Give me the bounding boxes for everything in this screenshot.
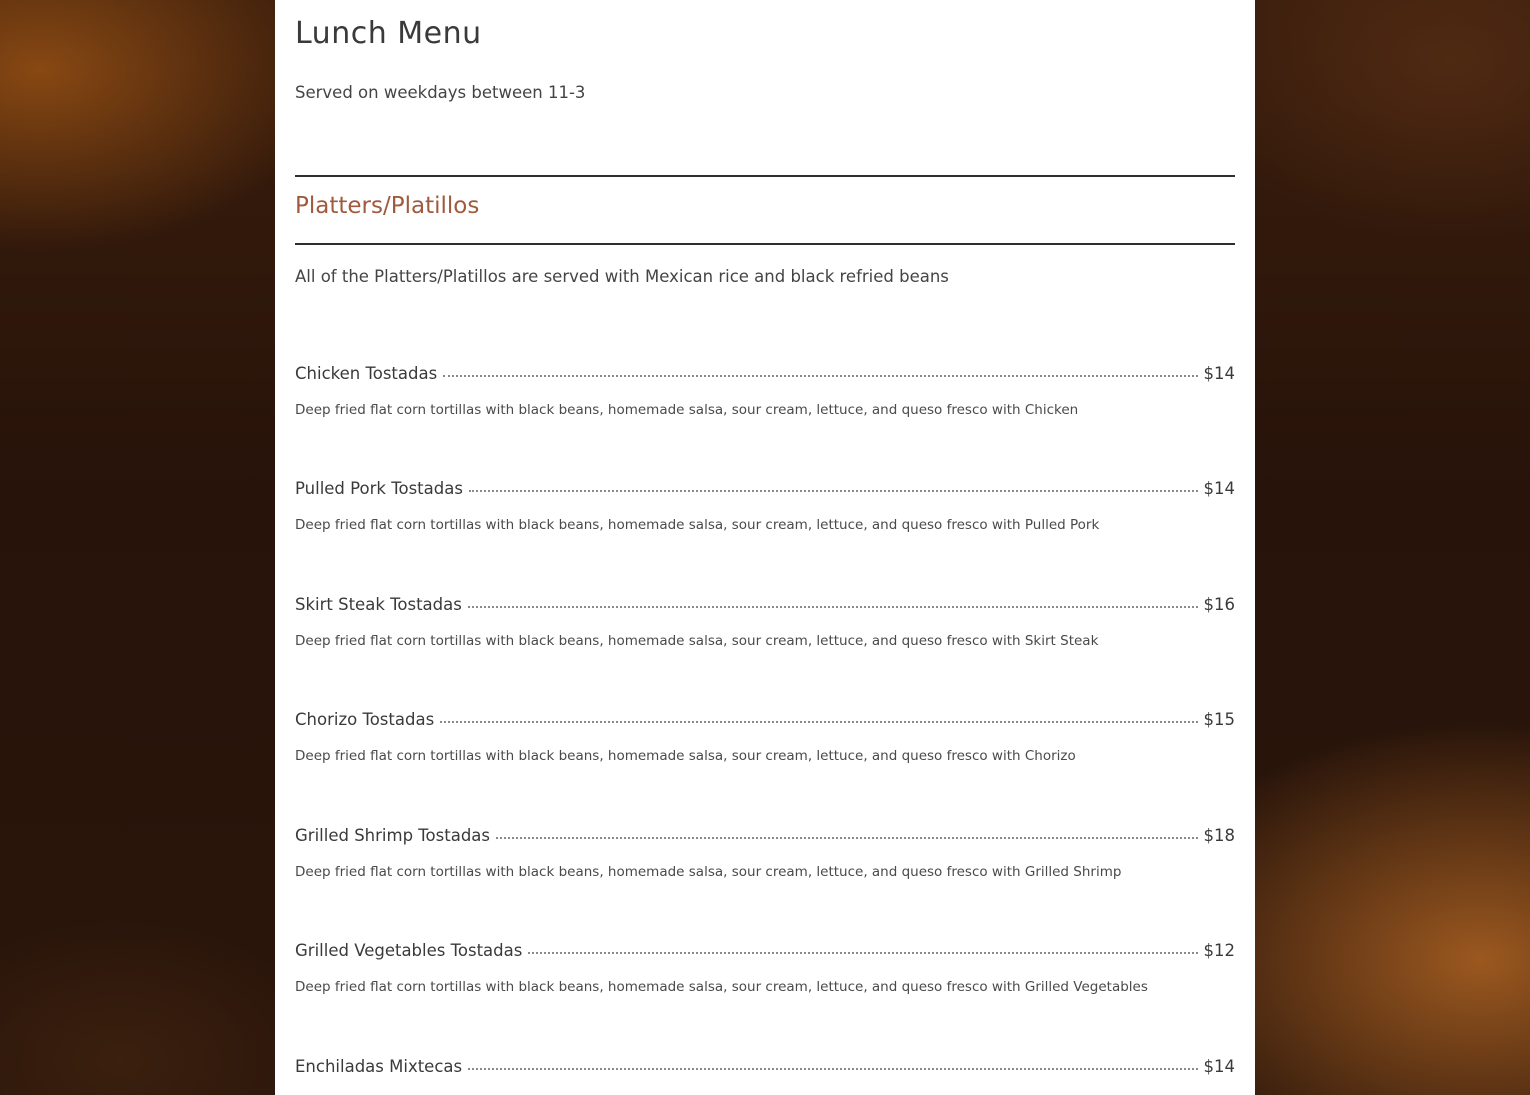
menu-item-description: Deep fried flat corn tortillas with black beans, homemade salsa, sour cream, lettuce, and queso fresco with Chorizo xyxy=(295,748,1076,764)
menu-item-description: Deep fried flat corn tortillas with black beans, homemade salsa, sour cream, lettuce, and queso fresco with Skirt Steak xyxy=(295,633,1099,649)
menu-item-description: Deep fried flat corn tortillas with black beans, homemade salsa, sour cream, lettuce, and queso fresco with Pulled Pork xyxy=(295,517,1100,533)
menu-item xyxy=(295,710,1235,780)
menu-item-price: $18 xyxy=(1203,826,1235,845)
menu-item-price: $16 xyxy=(1203,595,1235,614)
menu-item-description: Deep fried flat corn tortillas with black beans, homemade salsa, sour cream, lettuce, and queso fresco with Grilled Vegetables xyxy=(295,979,1148,995)
menu-panel xyxy=(275,0,1255,1095)
menu-item xyxy=(295,364,1235,434)
menu-item-name: Chorizo Tostadas xyxy=(295,710,435,729)
menu-item-description: Deep fried flat corn tortillas with black beans, homemade salsa, sour cream, lettuce, and queso fresco with Grilled Shrimp xyxy=(295,864,1122,880)
menu-item-description: Deep fried flat corn tortillas with black beans, homemade salsa, sour cream, lettuce, and queso fresco with Chicken xyxy=(295,402,1079,418)
menu-item-name: Skirt Steak Tostadas xyxy=(295,595,462,614)
menu-item xyxy=(295,1057,1235,1095)
menu-item-name: Pulled Pork Tostadas xyxy=(295,479,463,498)
dot-leader xyxy=(443,375,1197,377)
menu-item-name: Chicken Tostadas xyxy=(295,364,438,383)
menu-item-name: Grilled Vegetables Tostadas xyxy=(295,941,523,960)
section-title: Platters/Platillos xyxy=(295,193,480,219)
menu-item-price: $14 xyxy=(1203,364,1235,383)
dot-leader xyxy=(469,490,1198,492)
menu-subtitle: Served on weekdays between 11-3 xyxy=(295,83,586,102)
menu-item-name: Enchiladas Mixtecas xyxy=(295,1057,463,1076)
menu-item xyxy=(295,941,1235,1011)
menu-item xyxy=(295,479,1235,549)
section-divider-bottom xyxy=(295,243,1235,245)
menu-item xyxy=(295,826,1235,896)
menu-item-price: $14 xyxy=(1203,1057,1235,1076)
menu-item-price: $12 xyxy=(1203,941,1235,960)
section-divider-top xyxy=(295,175,1235,177)
dot-leader xyxy=(528,952,1197,954)
menu-item-name: Grilled Shrimp Tostadas xyxy=(295,826,491,845)
menu-item-price: $14 xyxy=(1203,479,1235,498)
dot-leader xyxy=(468,1068,1197,1070)
dot-leader xyxy=(468,606,1198,608)
menu-item-price: $15 xyxy=(1203,710,1235,729)
dot-leader xyxy=(496,837,1197,839)
menu-title: Lunch Menu xyxy=(295,16,482,51)
menu-item xyxy=(295,595,1235,665)
dot-leader xyxy=(440,721,1197,723)
section-description: All of the Platters/Platillos are served with Mexican rice and black refried beans xyxy=(295,267,949,286)
